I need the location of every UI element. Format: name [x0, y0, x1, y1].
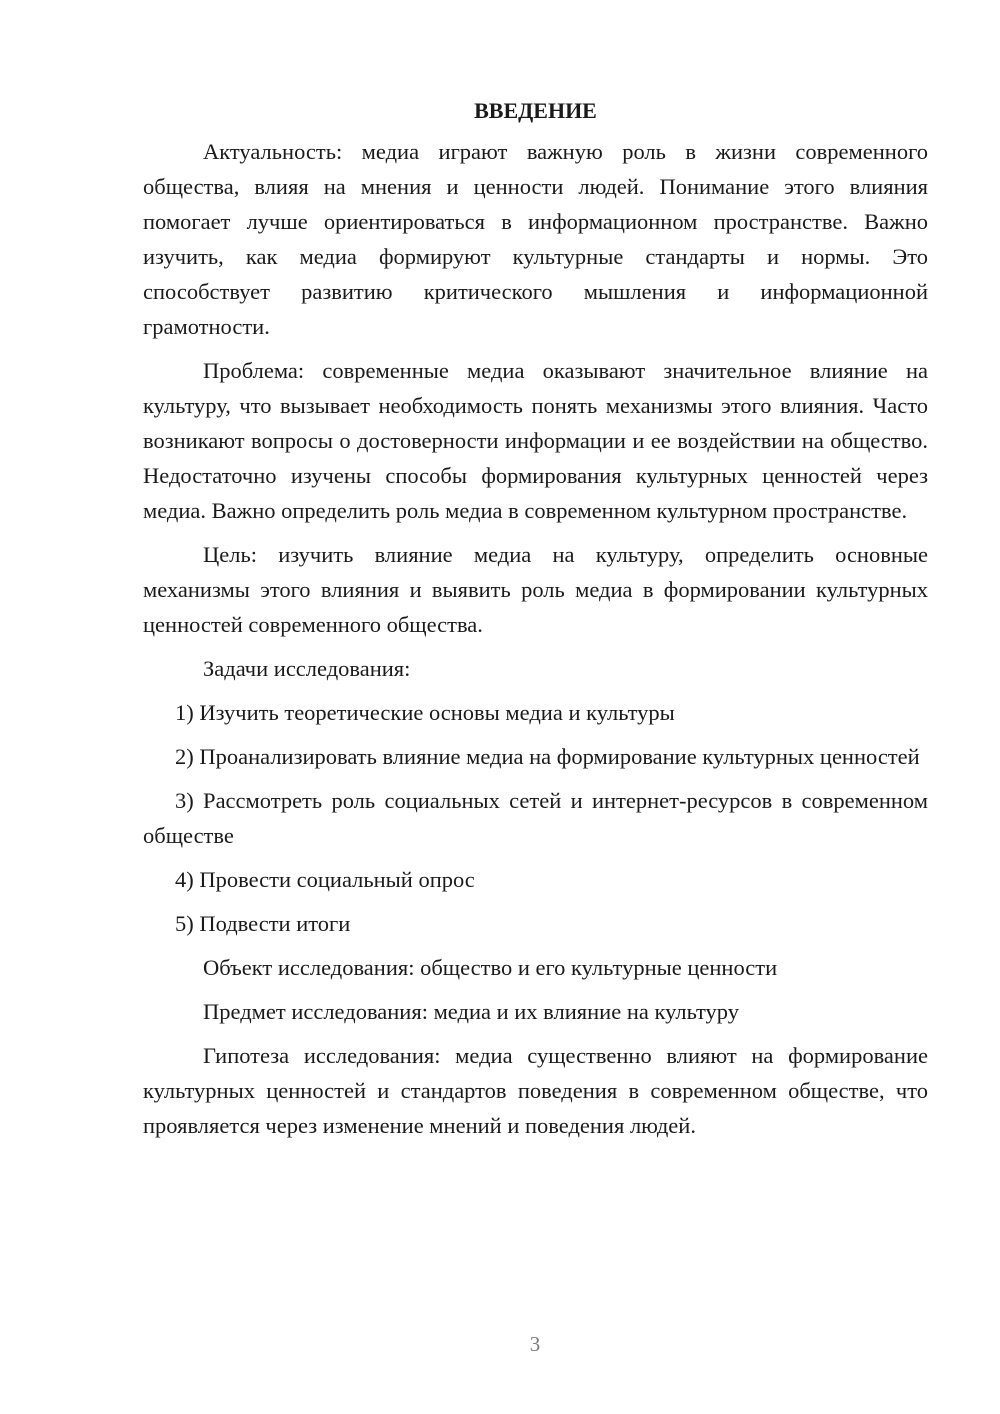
paragraph-relevance: Актуальность: медиа играют важную роль в жизни современного общества, влияя на мнения и ценности людей. Понимание этого влияния помогает лучше ориентироваться в информационном пространстве. Важно изучить, как медиа формируют культурные стандарты и нормы. Это способствует развитию критического мышления и информационной грамотности.: [143, 139, 928, 339]
task-item-3: 3) Рассмотреть роль социальных сетей и интернет-ресурсов в современном обществе: [143, 788, 928, 848]
page-number: 3: [529, 1332, 541, 1356]
paragraph-tasks-heading: Задачи исследования:: [203, 656, 411, 681]
paragraph-subject: Предмет исследования: медиа и их влияние на культуру: [203, 999, 739, 1024]
task-item-2: 2) Проанализировать влияние медиа на формирование культурных ценностей: [175, 744, 920, 769]
task-item-1: 1) Изучить теоретические основы медиа и культуры: [175, 700, 675, 725]
paragraph-object: Объект исследования: общество и его культурные ценности: [203, 955, 778, 980]
section-title: ВВЕДЕНИЕ: [474, 98, 597, 123]
page-content: [143, 93, 928, 1152]
task-item-5: 5) Подвести итоги: [175, 911, 351, 936]
paragraph-problem: Проблема: современные медиа оказывают значительное влияние на культуру, что вызывает необходимость понять механизмы этого влияния. Часто возникают вопросы о достоверности информации и ее воздействии на общество. Недостаточно изучены способы формирования культурных ценностей через медиа. Важно определить роль медиа в современном культурном пространстве.: [143, 358, 928, 523]
task-item-4: 4) Провести социальный опрос: [175, 867, 475, 892]
paragraph-hypothesis: Гипотеза исследования: медиа существенно влияют на формирование культурных ценностей и стандартов поведения в современном обществе, что проявляется через изменение мнений и поведения людей.: [143, 1043, 928, 1138]
paragraph-goal: Цель: изучить влияние медиа на культуру, определить основные механизмы этого влияния и выявить роль медиа в формировании культурных ценностей современного общества.: [143, 542, 928, 637]
